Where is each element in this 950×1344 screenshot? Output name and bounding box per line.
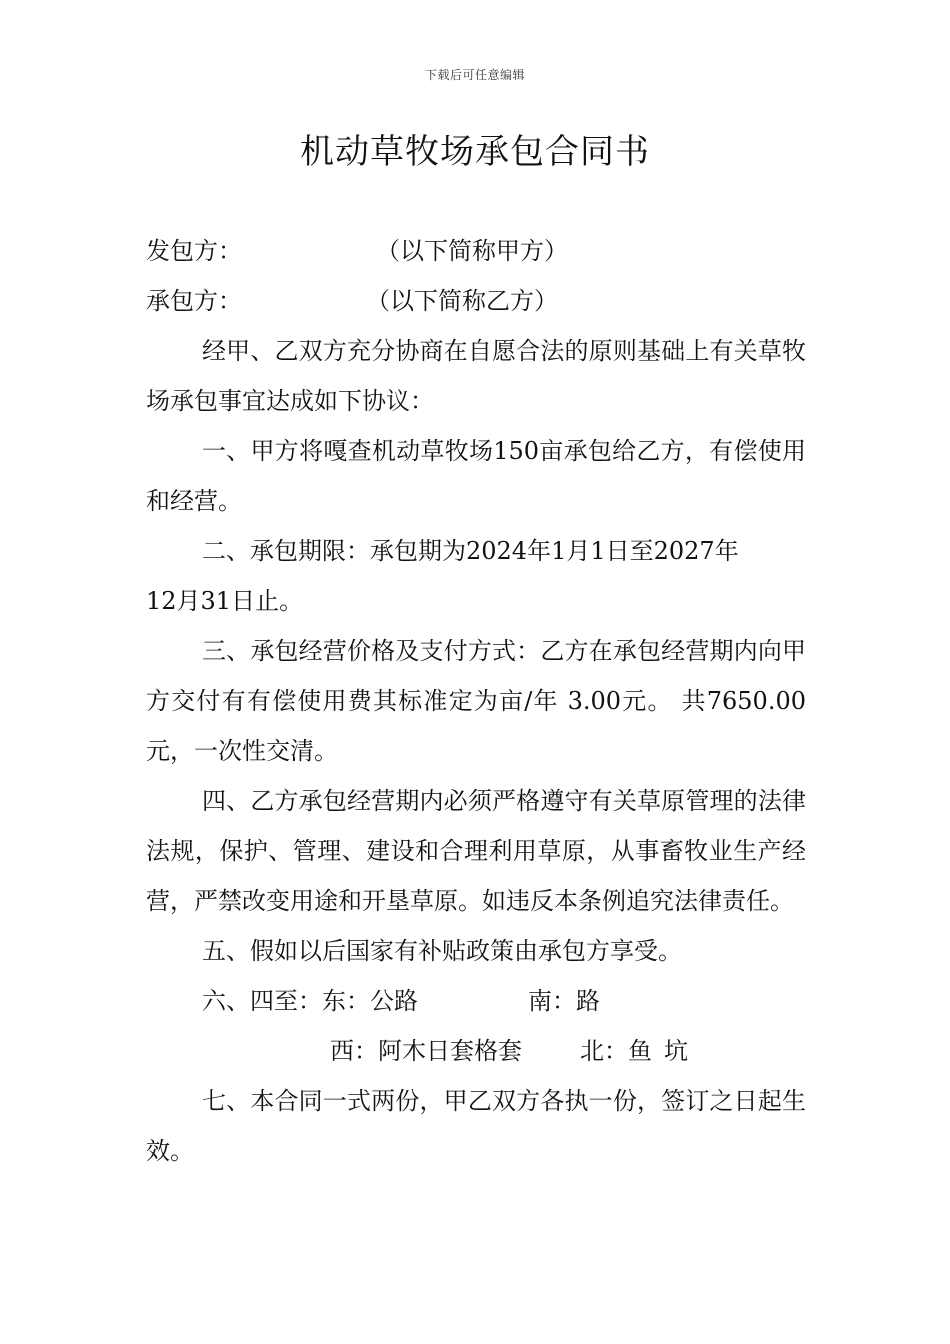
clause-1: 一、甲方将嘎查机动草牧场150亩承包给乙方，有偿使用和经营。 — [146, 437, 806, 515]
preamble-paragraph: 经甲、乙双方充分协商在自愿合法的原则基础上有关草牧场承包事宜达成如下协议： — [146, 337, 806, 415]
clause-3: 三、承包经营价格及支付方式：乙方在承包经营期内向甲方交付有有偿使用费其标准定为亩/年 3.00元。 共7650.00元，一次性交清。 — [146, 637, 806, 765]
issuer-alias: （以下简称甲方） — [376, 237, 568, 265]
contract-body — [146, 226, 806, 1176]
north-value-b: 坑 — [664, 1037, 688, 1065]
east-value: 公路 — [370, 987, 418, 1015]
clause-2-line-2: 12月31日止。 — [146, 587, 304, 615]
contractor-label: 承包方： — [146, 287, 242, 315]
south-value: 路 — [576, 987, 600, 1015]
contractor-line — [146, 276, 806, 326]
clause-7: 七、本合同一式两份，甲乙双方各执一份，签订之日起生效。 — [146, 1087, 806, 1165]
header-note: 下载后可任意编辑 — [424, 68, 525, 82]
clause-6-line-1 — [146, 976, 806, 1026]
south-label: 南： — [528, 987, 576, 1015]
north-label: 北： — [580, 1037, 628, 1065]
clause-5: 五、假如以后国家有补贴政策由承包方享受。 — [202, 937, 682, 965]
clause-4: 四、乙方承包经营期内必须严格遵守有关草原管理的法律法规，保护、管理、建设和合理利用草原，从事畜牧业生产经营，严禁改变用途和开垦草原。如违反本条例追究法律责任。 — [146, 787, 806, 915]
east-label: 东： — [322, 987, 370, 1015]
west-value: 阿木日套格套 — [378, 1037, 522, 1065]
north-value-a: 鱼 — [628, 1037, 652, 1065]
document-title: 机动草牧场承包合同书 — [300, 132, 650, 172]
boundaries-lead: 六、四至： — [202, 987, 322, 1015]
issuer-label: 发包方： — [146, 237, 242, 265]
issuer-line — [146, 226, 806, 276]
west-label: 西： — [330, 1037, 378, 1065]
clause-6-line-2 — [146, 1026, 806, 1076]
contractor-alias: （以下简称乙方） — [366, 287, 558, 315]
clause-2-line-1: 二、承包期限：承包期为2024年1月1日至2027年 — [202, 537, 739, 565]
